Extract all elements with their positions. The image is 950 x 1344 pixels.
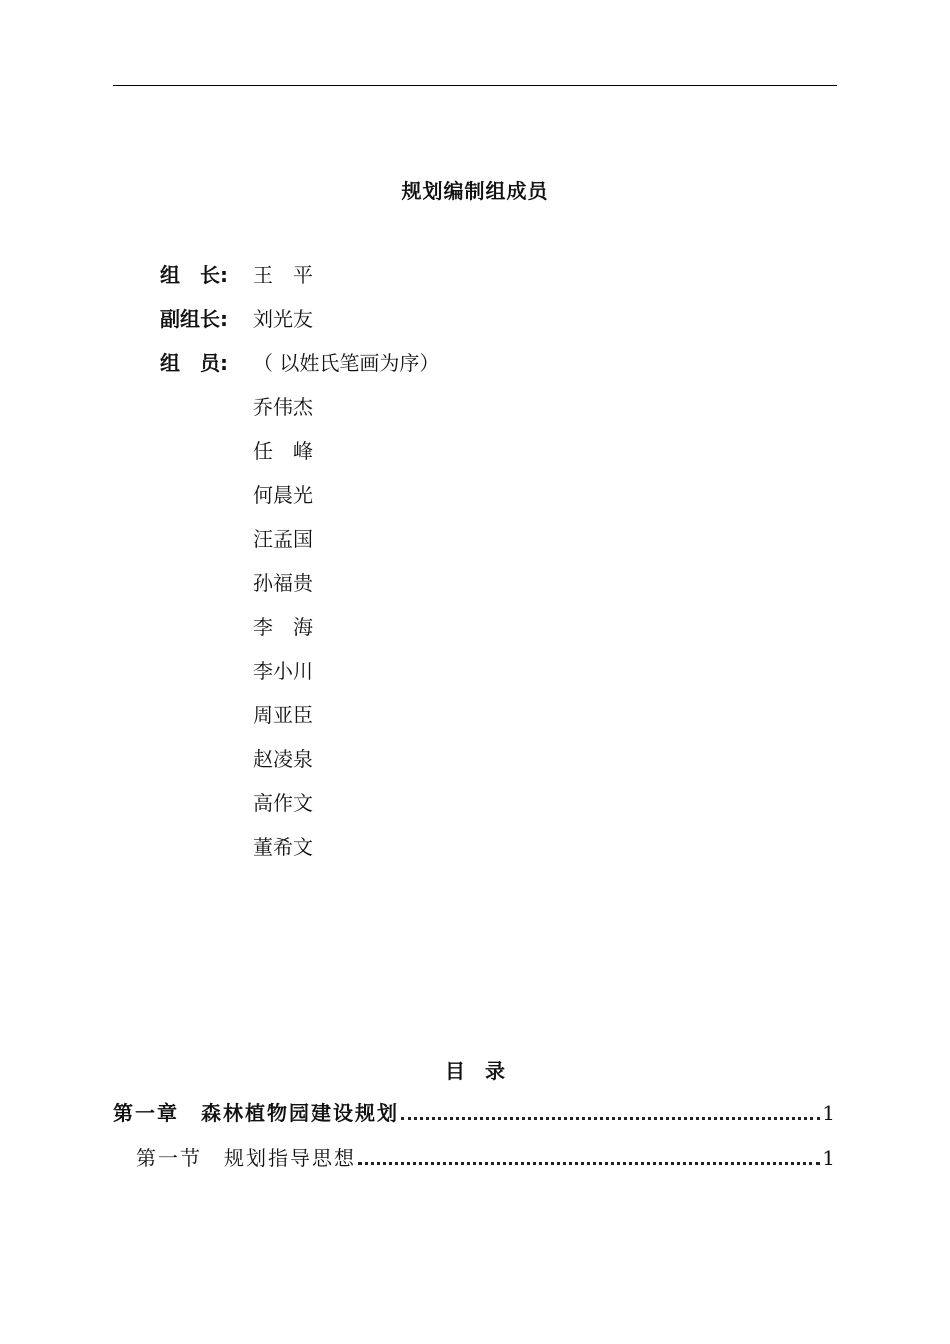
member-name: 周亚臣: [253, 703, 313, 727]
member-name: 任 峰: [253, 439, 313, 463]
role-row-leader: [160, 260, 313, 290]
toc-entry-section[interactable]: [136, 1142, 837, 1171]
header-rule: [113, 85, 837, 86]
role-value: 刘光友: [253, 307, 313, 331]
toc-page-number: 1: [822, 1101, 837, 1125]
role-value: 王 平: [253, 263, 313, 287]
member-name: 董希文: [253, 835, 313, 859]
member-name: 李小川: [253, 659, 313, 683]
member-name: 高作文: [253, 791, 313, 815]
member-name: 赵凌泉: [253, 747, 313, 771]
toc-entry-chapter[interactable]: [113, 1097, 837, 1126]
toc-leader-dots: [358, 1148, 820, 1165]
page-title: 规划编制组成员: [401, 179, 549, 203]
role-row-members: [160, 348, 439, 378]
toc-title: 目 录: [445, 1059, 505, 1083]
member-name: 何晨光: [253, 483, 313, 507]
member-name: 孙福贵: [253, 571, 313, 595]
toc-leader-dots: [401, 1103, 820, 1120]
toc-entry-text: 第一节 规划指导思想: [136, 1146, 356, 1170]
role-label: 组 员:: [160, 351, 228, 375]
role-value: （ 以姓氏笔画为序）: [253, 351, 440, 375]
role-label: 组 长:: [160, 263, 228, 287]
member-name: 乔伟杰: [253, 395, 313, 419]
toc-entry-text: 第一章 森林植物园建设规划: [113, 1101, 399, 1125]
role-row-deputy: [160, 304, 313, 334]
toc-page-number: 1: [822, 1146, 837, 1170]
member-name: 李 海: [253, 615, 313, 639]
member-name: 汪孟国: [253, 527, 313, 551]
role-label: 副组长:: [160, 307, 228, 331]
